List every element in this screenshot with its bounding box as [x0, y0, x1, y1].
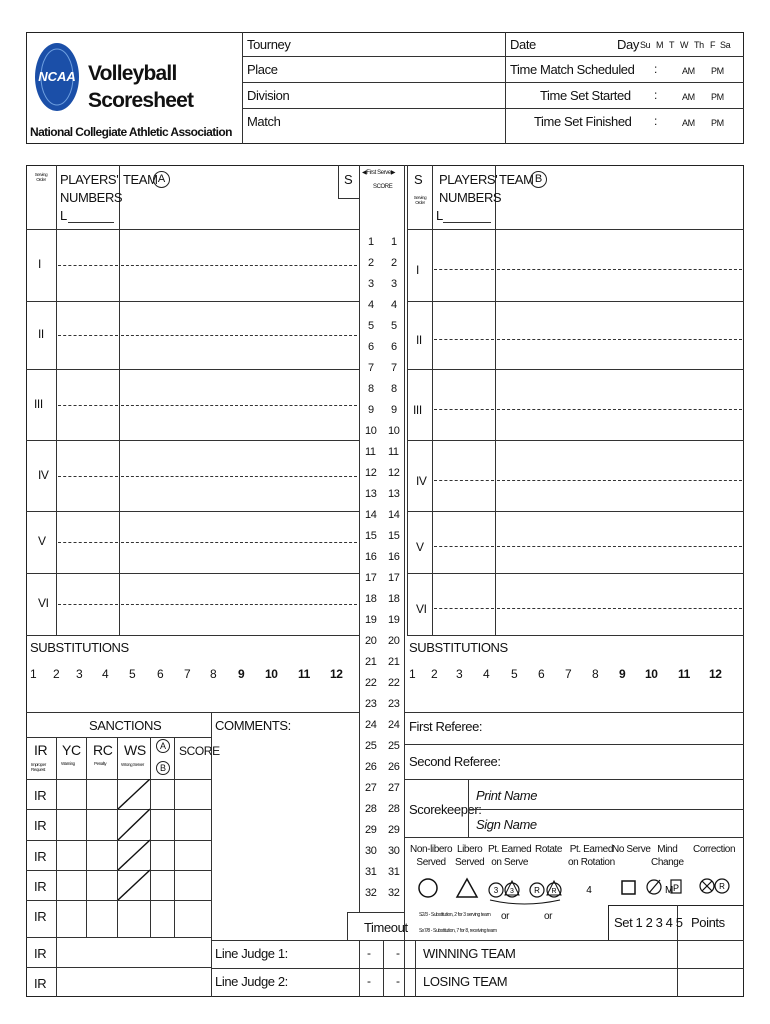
day-f: F: [710, 40, 716, 50]
score-b-18[interactable]: 18: [388, 593, 400, 605]
sign-name-label: Sign Name: [476, 817, 537, 832]
sub-a-3[interactable]: 3: [76, 667, 83, 681]
team-a-numbers-label: NUMBERS: [60, 190, 123, 205]
time-started-label: Time Set Started: [540, 88, 631, 103]
score-a-27[interactable]: 27: [365, 782, 377, 794]
tourney-label: Tourney: [247, 37, 291, 52]
place-label: Place: [247, 62, 278, 77]
match-label: Match: [247, 114, 281, 129]
score-a-16[interactable]: 16: [365, 551, 377, 563]
score-b-6[interactable]: 6: [391, 341, 397, 353]
score-b-8[interactable]: 8: [391, 383, 397, 395]
score-b-24[interactable]: 24: [388, 719, 400, 731]
legend-correction: Correction: [693, 844, 736, 855]
sanction-row-ir: IR: [34, 976, 47, 991]
score-b-13[interactable]: 13: [388, 488, 400, 500]
substitutions-label-a: SUBSTITUTIONS: [30, 640, 129, 655]
score-a-22[interactable]: 22: [365, 677, 377, 689]
score-a-3[interactable]: 3: [368, 278, 374, 290]
team-b-s-label: S: [414, 172, 423, 187]
team-a-libero-label: L: [60, 208, 67, 223]
legend-mind-change: Mind Change: [651, 844, 684, 868]
score-a-11[interactable]: 11: [365, 446, 376, 458]
sanction-score-label: SCORE: [179, 744, 220, 758]
sanction-a-circle: A: [156, 739, 170, 753]
score-b-28[interactable]: 28: [388, 803, 400, 815]
score-a-30[interactable]: 30: [365, 845, 377, 857]
losing-team-label: LOSING TEAM: [423, 974, 508, 989]
sub-a-10[interactable]: 10: [265, 667, 278, 681]
score-a-15[interactable]: 15: [365, 530, 377, 542]
rotation-label-b: I: [416, 263, 419, 277]
score-a-20[interactable]: 20: [365, 635, 377, 647]
line-judge-2-label: Line Judge 2:: [215, 974, 288, 989]
score-b-11[interactable]: 11: [388, 446, 399, 458]
score-a-8[interactable]: 8: [368, 383, 374, 395]
score-b-26[interactable]: 26: [388, 761, 400, 773]
sanction-yc-code: YC: [62, 742, 81, 758]
sub-note-2: Sx7/8 - Substitution, 7 for 8, receiving team: [419, 928, 497, 934]
score-b-32[interactable]: 32: [388, 887, 400, 899]
sanction-ir-desc: Improper Request: [31, 762, 46, 772]
score-a-9[interactable]: 9: [368, 404, 374, 416]
team-b-numbers-label: NUMBERS: [439, 190, 502, 205]
date-label: Date: [510, 37, 536, 52]
score-a-29[interactable]: 29: [365, 824, 377, 836]
sub-a-2[interactable]: 2: [53, 667, 60, 681]
score-a-13[interactable]: 13: [365, 488, 377, 500]
legend-rotate: Rotate: [535, 844, 563, 855]
scorekeeper-label: Scorekeeper:: [409, 802, 482, 817]
day-sa: Sa: [720, 40, 731, 50]
time-finished-label: Time Set Finished: [534, 114, 632, 129]
score-a-1[interactable]: 1: [368, 236, 374, 248]
rotation-label-a: II: [38, 327, 44, 341]
team-a-players-label: PLAYERS': [60, 172, 119, 187]
sub-b-7[interactable]: 7: [565, 667, 572, 681]
sub-a-6[interactable]: 6: [157, 667, 164, 681]
svg-text:R: R: [551, 888, 557, 895]
sanction-b-circle: B: [156, 761, 170, 775]
score-b-20[interactable]: 20: [388, 635, 400, 647]
sub-b-3[interactable]: 3: [456, 667, 463, 681]
svg-text:3: 3: [493, 886, 499, 895]
legend-or-2: or: [544, 911, 553, 922]
svg-text:NCAA: NCAA: [38, 69, 76, 84]
score-a-23[interactable]: 23: [365, 698, 377, 710]
score-b-27[interactable]: 27: [388, 782, 400, 794]
title-line1: Volleyball: [88, 62, 177, 85]
score-b-5[interactable]: 5: [391, 320, 397, 332]
sanction-row-ir: IR: [34, 788, 47, 803]
sanction-row-ir: IR: [34, 946, 47, 961]
team-b-circle: B: [530, 171, 547, 188]
circle-icon: [419, 879, 437, 897]
sanction-row-ir: IR: [34, 818, 47, 833]
time-scheduled-label: Time Match Scheduled: [510, 62, 635, 77]
sanction-row-ir: IR: [34, 909, 47, 924]
sanctions-title: SANCTIONS: [89, 718, 162, 733]
score-a-6[interactable]: 6: [368, 341, 374, 353]
division-label: Division: [247, 88, 290, 103]
comments-label: COMMENTS:: [215, 718, 291, 733]
day-m: M: [656, 40, 664, 50]
sub-b-4[interactable]: 4: [483, 667, 490, 681]
score-b-21[interactable]: 21: [388, 656, 400, 668]
day-su: Su: [640, 40, 651, 50]
team-b-label: TEAM: [499, 172, 534, 187]
team-b-players-label: PLAYERS': [439, 172, 498, 187]
print-name-label: Print Name: [476, 788, 538, 803]
score-b-4[interactable]: 4: [391, 299, 397, 311]
svg-text:R: R: [534, 886, 540, 895]
points-label: Points: [691, 915, 725, 930]
score-b-9[interactable]: 9: [391, 404, 397, 416]
day-label: Day: [617, 37, 639, 52]
svg-text:M: M: [665, 885, 674, 896]
score-b-14[interactable]: 14: [388, 509, 400, 521]
score-a-12[interactable]: 12: [365, 467, 377, 479]
rotation-label-b: VI: [416, 602, 427, 616]
ws-strike-lines: [115, 779, 155, 909]
score-a-21[interactable]: 21: [365, 656, 377, 668]
score-b-22[interactable]: 22: [388, 677, 400, 689]
score-a-5[interactable]: 5: [368, 320, 374, 332]
rotation-label-b: III: [413, 403, 422, 417]
substitutions-label-b: SUBSTITUTIONS: [409, 640, 508, 655]
sanction-ws-code: WS: [124, 742, 146, 758]
line-judge-1-label: Line Judge 1:: [215, 946, 288, 961]
sub-b-12[interactable]: 12: [709, 667, 722, 681]
legend-symbols: [404, 870, 744, 908]
team-a-s-label: S: [344, 172, 353, 187]
legend-libero: Libero Served: [455, 844, 485, 868]
score-b-1[interactable]: 1: [391, 236, 397, 248]
score-a-17[interactable]: 17: [365, 572, 377, 584]
rotation-label-a: V: [38, 534, 46, 548]
score-b-2[interactable]: 2: [391, 257, 397, 269]
day-t: T: [669, 40, 675, 50]
score-b-19[interactable]: 19: [388, 614, 400, 626]
score-b-16[interactable]: 16: [388, 551, 400, 563]
sub-a-4[interactable]: 4: [102, 667, 109, 681]
score-a-14[interactable]: 14: [365, 509, 377, 521]
team-b-libero-label: L: [436, 208, 443, 223]
score-b-23[interactable]: 23: [388, 698, 400, 710]
winning-team-label: WINNING TEAM: [423, 946, 516, 961]
score-a-19[interactable]: 19: [365, 614, 377, 626]
svg-text:R: R: [719, 882, 725, 891]
score-b-17[interactable]: 17: [388, 572, 400, 584]
sub-b-9[interactable]: 9: [619, 667, 626, 681]
score-b-7[interactable]: 7: [391, 362, 397, 374]
score-a-24[interactable]: 24: [365, 719, 377, 731]
sub-a-12[interactable]: 12: [330, 667, 343, 681]
rotation-label-b: V: [416, 540, 424, 554]
rotation-label-a: I: [38, 257, 41, 271]
triangle-icon: [457, 879, 477, 897]
day-w: W: [680, 40, 689, 50]
score-b-29[interactable]: 29: [388, 824, 400, 836]
sub-b-1[interactable]: 1: [409, 667, 416, 681]
set-label: Set 1 2 3 4 5: [614, 915, 683, 930]
score-b-25[interactable]: 25: [388, 740, 400, 752]
rotation-label-a: VI: [38, 596, 49, 610]
score-b-3[interactable]: 3: [391, 278, 397, 290]
rotation-label-b: IV: [416, 474, 427, 488]
ncaa-logo: [34, 42, 80, 112]
rotation-label-a: IV: [38, 468, 49, 482]
sanction-yc-desc: Warning: [61, 761, 75, 766]
score-a-2[interactable]: 2: [368, 257, 374, 269]
org-name: National Collegiate Athletic Association: [30, 125, 232, 139]
sanction-ws-desc: Wrong Server: [121, 762, 144, 767]
sub-b-8[interactable]: 8: [592, 667, 599, 681]
sub-a-1[interactable]: 1: [30, 667, 37, 681]
score-a-25[interactable]: 25: [365, 740, 377, 752]
second-referee-label: Second Referee:: [409, 754, 501, 769]
sub-a-7[interactable]: 7: [184, 667, 191, 681]
timeout-label: Timeout: [364, 920, 408, 935]
sub-a-9[interactable]: 9: [238, 667, 245, 681]
team-b-serving-order-label: Serving Order: [413, 195, 427, 205]
sub-a-11[interactable]: 11: [298, 667, 310, 681]
sub-b-5[interactable]: 5: [511, 667, 518, 681]
svg-text:P: P: [672, 883, 680, 893]
title-line2: Scoresheet: [88, 89, 194, 112]
score-a-18[interactable]: 18: [365, 593, 377, 605]
score-label: SCORE: [373, 184, 393, 190]
score-b-12[interactable]: 12: [388, 467, 400, 479]
score-a-7[interactable]: 7: [368, 362, 374, 374]
team-a-serving-order-label: Serving Order: [34, 172, 48, 182]
svg-text:3: 3: [510, 888, 514, 895]
sub-note-1: S2/3 - Substitution, 2 for 3 serving team: [419, 912, 491, 918]
sub-a-8[interactable]: 8: [210, 667, 217, 681]
score-b-30[interactable]: 30: [388, 845, 400, 857]
sanction-row-ir: IR: [34, 879, 47, 894]
sub-b-2[interactable]: 2: [431, 667, 438, 681]
square-icon: [622, 881, 635, 894]
score-b-15[interactable]: 15: [388, 530, 400, 542]
legend-no-serve: No Serve: [612, 844, 651, 855]
first-referee-label: First Referee:: [409, 719, 483, 734]
legend-nonlibero: Non-libero Served: [410, 844, 453, 868]
svg-text:4: 4: [586, 885, 592, 896]
rotation-label-b: II: [416, 333, 422, 347]
sub-b-11[interactable]: 11: [678, 667, 690, 681]
sanction-rc-desc: Penalty: [94, 761, 107, 766]
rotation-label-a: III: [34, 397, 43, 411]
team-a-label: TEAM: [123, 172, 158, 187]
sub-a-5[interactable]: 5: [129, 667, 136, 681]
first-serve-label: ◀First Serve▶: [362, 170, 396, 176]
sanction-row-ir: IR: [34, 849, 47, 864]
day-th: Th: [694, 40, 704, 50]
sub-b-10[interactable]: 10: [645, 667, 658, 681]
score-a-4[interactable]: 4: [368, 299, 374, 311]
team-a-circle: A: [153, 171, 170, 188]
score-a-28[interactable]: 28: [365, 803, 377, 815]
legend-pt-rotation: Pt. Earned on Rotation: [568, 844, 615, 868]
score-a-26[interactable]: 26: [365, 761, 377, 773]
score-a-31[interactable]: 31: [365, 866, 377, 878]
score-b-31[interactable]: 31: [388, 866, 400, 878]
sanction-rc-code: RC: [93, 742, 113, 758]
legend-pt-serve: Pt. Earned on Serve: [488, 844, 532, 868]
sanction-ir-code: IR: [34, 742, 48, 758]
score-b-10[interactable]: 10: [388, 425, 400, 437]
score-a-10[interactable]: 10: [365, 425, 377, 437]
score-a-32[interactable]: 32: [365, 887, 377, 899]
legend-or-1: or: [501, 911, 510, 922]
sub-b-6[interactable]: 6: [538, 667, 545, 681]
